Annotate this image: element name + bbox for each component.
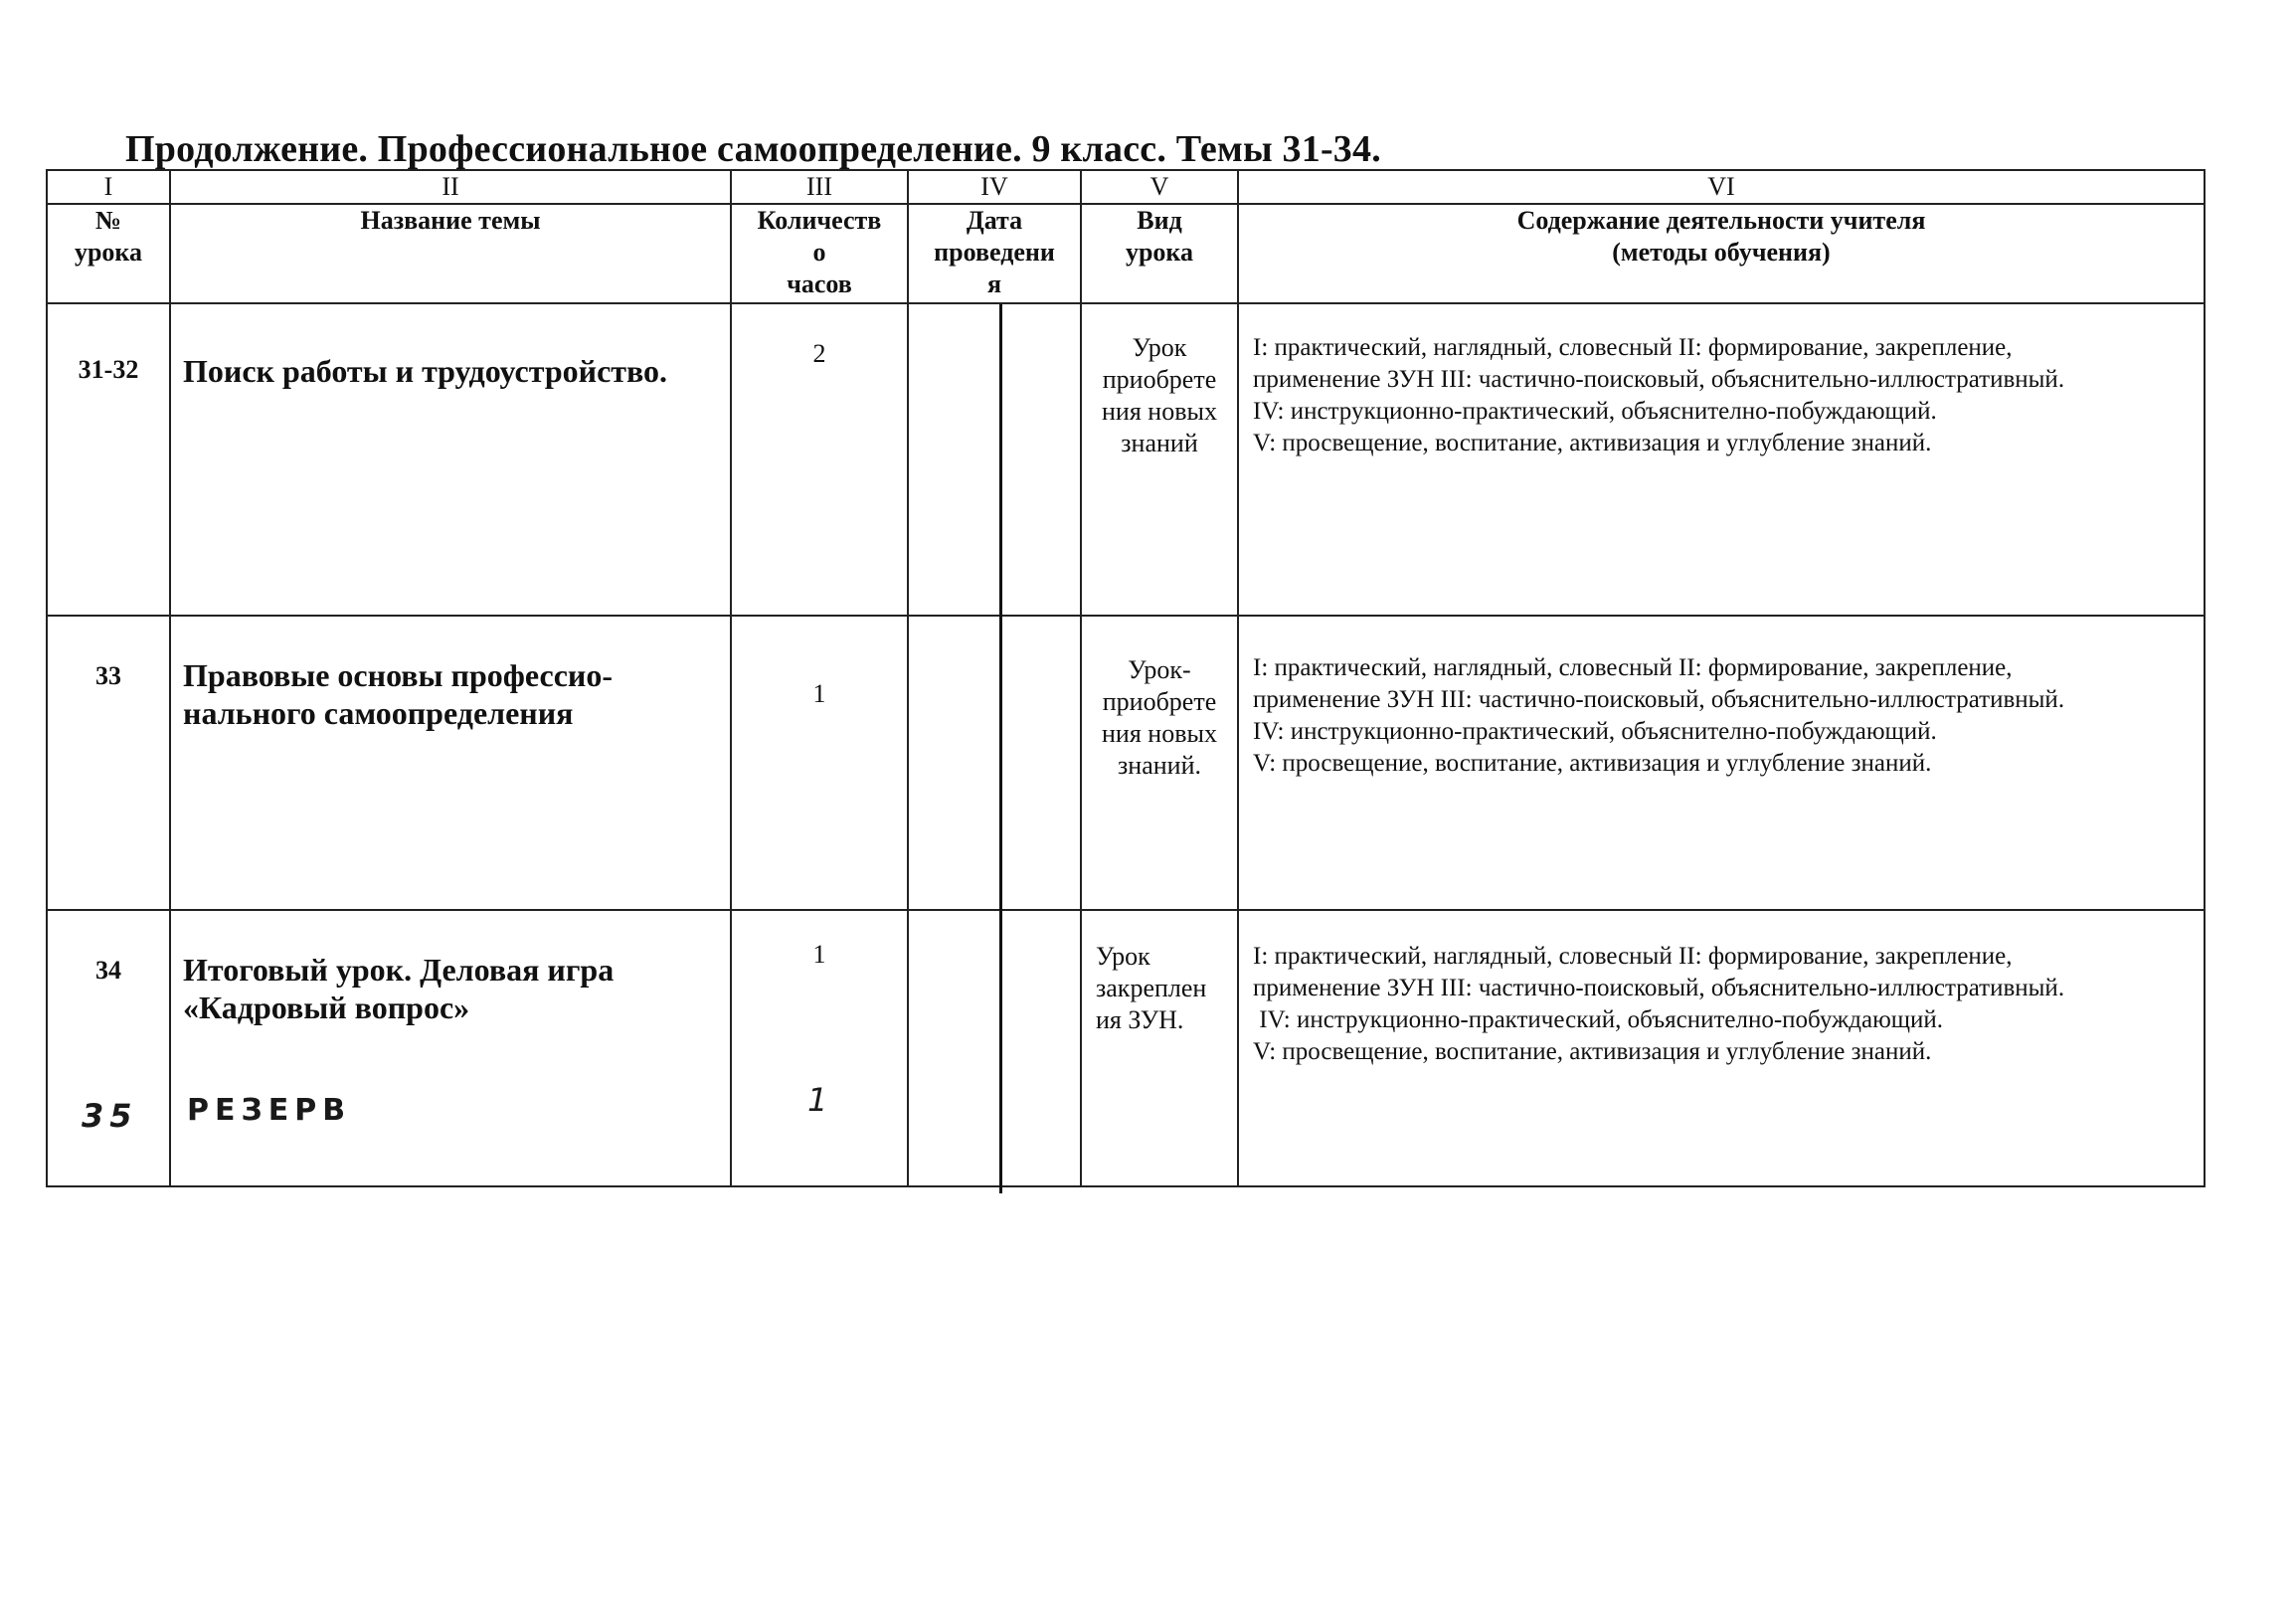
roman-header: IV bbox=[908, 170, 1081, 204]
table-row bbox=[47, 910, 2205, 1186]
table-row bbox=[47, 303, 2205, 616]
header-date: Дата проведени я bbox=[908, 204, 1081, 303]
lesson-date bbox=[908, 910, 1081, 1186]
roman-header: VI bbox=[1238, 170, 2205, 204]
roman-numeral-row bbox=[47, 170, 2205, 204]
lesson-hours: 1 bbox=[731, 616, 908, 910]
lesson-date bbox=[908, 303, 1081, 616]
pen-divider-line bbox=[999, 617, 1002, 911]
lesson-number: 34 35 bbox=[47, 910, 170, 1186]
table-row bbox=[47, 616, 2205, 910]
lesson-methods: I: практический, наглядный, словесный II: формирование, закрепление, применение ЗУН III: частично-поисковый, объяснительно-иллюстративный. IV: инструкционно-практический, объяснително-побуждающий. V: просвещение, воспитание, активизация и углубление знаний. bbox=[1238, 303, 2205, 616]
lesson-plan-table bbox=[46, 169, 2206, 1187]
lesson-topic: Правовые основы профессио- нального самоопределения bbox=[170, 616, 731, 910]
header-hours: Количеств о часов bbox=[731, 204, 908, 303]
roman-header: I bbox=[47, 170, 170, 204]
lesson-topic: Итоговый урок. Деловая игра «Кадровый вопрос» РЕЗЕРВ bbox=[170, 910, 731, 1186]
roman-header: II bbox=[170, 170, 731, 204]
header-lesson-kind: Вид урока bbox=[1081, 204, 1238, 303]
lesson-date bbox=[908, 616, 1081, 910]
roman-header: V bbox=[1081, 170, 1238, 204]
pen-divider-line bbox=[999, 304, 1002, 617]
lesson-methods: I: практический, наглядный, словесный II: формирование, закрепление, применение ЗУН III: частично-поисковый, объяснительно-иллюстративный. IV: инструкционно-практический, объяснително-побуждающий. V: просвещение, воспитание, активизация и углубление знаний. bbox=[1238, 616, 2205, 910]
lesson-methods: I: практический, наглядный, словесный II: формирование, закрепление, применение ЗУН III: частично-поисковый, объяснительно-иллюстративный. IV: инструкционно-практический, объяснително-побуждающий. V: просвещение, воспитание, активизация и углубление знаний. bbox=[1238, 910, 2205, 1186]
lesson-hours: 2 bbox=[731, 303, 908, 616]
header-methods: Содержание деятельности учителя (методы обучения) bbox=[1238, 204, 2205, 303]
handwritten-hours: 1 bbox=[807, 1081, 834, 1119]
handwritten-reserve: РЕЗЕРВ bbox=[187, 1093, 352, 1128]
lesson-kind: Урок закреплен ия ЗУН. bbox=[1081, 910, 1238, 1186]
lesson-topic: Поиск работы и трудоустройство. bbox=[170, 303, 731, 616]
pen-divider-line bbox=[999, 911, 1002, 1193]
lesson-kind: Урок- приобрете ния новых знаний. bbox=[1081, 616, 1238, 910]
column-header-row bbox=[47, 204, 2205, 303]
page-title: Продолжение. Профессиональное самоопределение. 9 класс. Темы 31-34. bbox=[125, 128, 1381, 170]
roman-header: III bbox=[731, 170, 908, 204]
lesson-number: 33 bbox=[47, 616, 170, 910]
lesson-hours: 1 1 bbox=[731, 910, 908, 1186]
header-lesson-number: № урока bbox=[47, 204, 170, 303]
lesson-kind: Урок приобрете ния новых знаний bbox=[1081, 303, 1238, 616]
lesson-number: 31-32 bbox=[47, 303, 170, 616]
handwritten-lesson-number: 35 bbox=[82, 1097, 138, 1135]
header-topic: Название темы bbox=[170, 204, 731, 303]
